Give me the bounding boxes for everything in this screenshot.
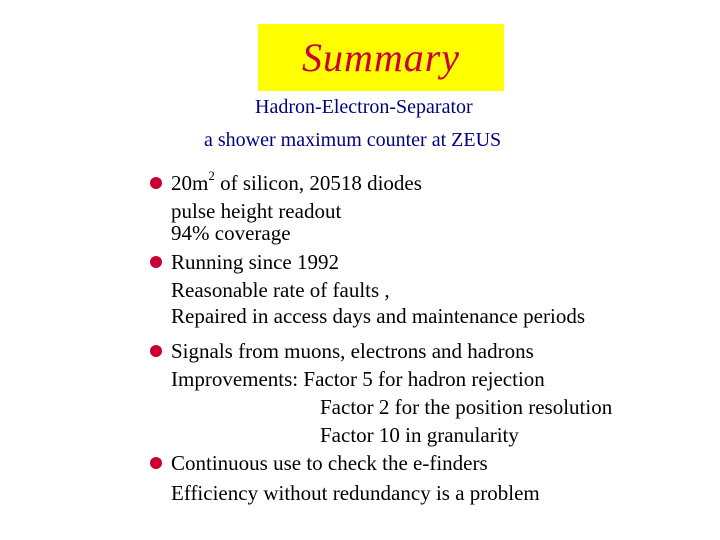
bullet-1-superscript: 2	[208, 168, 215, 183]
bullet-marker-4	[150, 457, 162, 469]
bullet-marker-1	[150, 177, 162, 189]
bullet-4-sub-1: Efficiency without redundancy is a problem	[171, 481, 540, 505]
subtitle-line-1: Hadron-Electron-Separator	[255, 96, 473, 118]
bullet-4-text: Continuous use to check the e-finders	[171, 451, 488, 475]
bullet-1-sub-1: pulse height readout	[171, 199, 342, 223]
title-banner	[258, 24, 504, 91]
subtitle-line-2: a shower maximum counter at ZEUS	[204, 129, 502, 151]
bullet-marker-3	[150, 345, 162, 357]
bullet-3-sub-2: Factor 2 for the position resolution	[320, 395, 613, 419]
bullet-1-sub-2: 94% coverage	[171, 221, 291, 245]
bullet-1-text-main: 20m	[171, 171, 209, 195]
slide-title: Summary	[301, 35, 461, 80]
bullet-marker-2	[150, 256, 162, 268]
bullet-2-sub-2: Repaired in access days and maintenance periods	[171, 304, 586, 328]
bullet-3-sub-3: Factor 10 in granularity	[320, 423, 519, 447]
bullet-2-sub-1: Reasonable rate of faults ,	[171, 278, 390, 302]
bullet-1-text-rest: of silicon, 20518 diodes	[214, 171, 422, 195]
bullet-1-text	[171, 168, 422, 195]
bullet-2-text: Running since 1992	[171, 250, 339, 274]
bullet-3-text: Signals from muons, electrons and hadrons	[171, 339, 534, 363]
bullet-3-sub-1: Improvements: Factor 5 for hadron rejection	[171, 367, 545, 391]
